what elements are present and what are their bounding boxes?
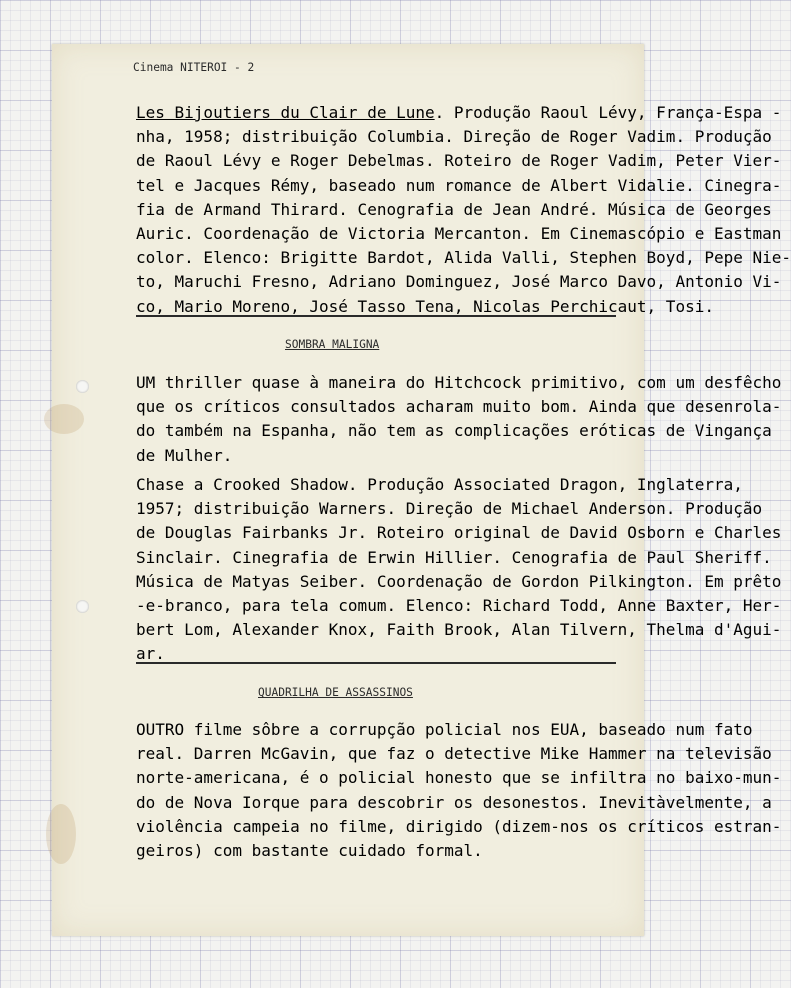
divider-rule xyxy=(136,315,616,317)
text-run: do também na Espanha, não tem as complicações eróticas de Vingança xyxy=(136,421,772,441)
text-line xyxy=(136,373,781,392)
text-line xyxy=(136,793,772,812)
text-run: bert Lom, Alexander Knox, Faith Brook, Alan Tilvern, Thelma d'Agui- xyxy=(136,620,782,640)
text-line xyxy=(136,596,781,615)
text-line xyxy=(136,176,781,195)
paper-stain xyxy=(44,404,84,434)
text-line xyxy=(136,548,772,567)
text-run: ar. xyxy=(136,644,165,664)
text-line xyxy=(136,248,791,267)
text-run: 1957; distribuição Warners. Direção de Michael Anderson. Produção xyxy=(136,499,763,519)
text-line xyxy=(136,297,714,316)
text-line xyxy=(136,421,772,440)
text-run: . Produção Raoul Lévy, França-Espa - xyxy=(434,103,782,122)
text-line xyxy=(136,744,772,763)
text-line xyxy=(136,151,781,170)
text-run: que os críticos consultados acharam muito bom. Ainda que desenrola- xyxy=(136,397,782,417)
section-title: SOMBRA MALIGNA xyxy=(285,338,380,351)
page-header: Cinema NITEROI - 2 xyxy=(133,61,255,74)
text-line xyxy=(136,127,772,146)
text-run: Auric. Coordenação de Victoria Mercanton. Em Cinemascópio e Eastman xyxy=(136,224,782,243)
text-line xyxy=(136,817,781,836)
text-run: -e-branco, para tela comum. Elenco: Richard Todd, Anne Baxter, Her- xyxy=(136,596,782,615)
text-run: nha, 1958; distribuição Columbia. Direção de Roger Vadim. Produção xyxy=(136,127,772,147)
text-line xyxy=(136,475,743,494)
text-run: violência campeia no filme, dirigido (dizem-nos os críticos estran- xyxy=(136,816,782,836)
text-line xyxy=(136,644,165,663)
punch-hole xyxy=(76,600,89,613)
text-run: fia de Armand Thirard. Cenografia de Jean André. Música de Georges xyxy=(136,199,772,219)
text-run: do de Nova Iorque para descobrir os desonestos. Inevitàvelmente, a xyxy=(136,792,772,812)
text-run: UM thriller quase à maneira do Hitchcock primitivo, com um desfêcho xyxy=(136,373,782,392)
text-run: co, Mario Moreno, José Tasso Tena, Nicolas Perchicaut, Tosi. xyxy=(136,296,714,316)
text-run: tel e Jacques Rémy, baseado num romance de Albert Vidalie. Cinegra- xyxy=(136,175,782,195)
text-run: to, Maruchi Fresno, Adriano Dominguez, José Marco Davo, Antonio Vi- xyxy=(136,272,782,292)
text-line xyxy=(136,224,781,243)
text-run: color. Elenco: Brigitte Bardot, Alida Valli, Stephen Boyd, Pepe Nie- xyxy=(136,248,791,268)
text-run: Música de Matyas Seiber. Coordenação de Gordon Pilkington. Em prêto xyxy=(136,571,782,591)
text-run: de Mulher. xyxy=(136,445,233,465)
text-line xyxy=(136,523,781,542)
section-title: QUADRILHA DE ASSASSINOS xyxy=(258,686,413,699)
text-run: Les Bijoutiers du Clair de Lune xyxy=(136,103,435,122)
text-run: de Raoul Lévy e Roger Debelmas. Roteiro de Roger Vadim, Peter Vier- xyxy=(136,151,782,171)
paper-stain xyxy=(46,804,76,864)
text-run: OUTRO filme sôbre a corrupção policial nos EUA, baseado num fato xyxy=(136,720,753,739)
text-line xyxy=(136,272,781,291)
punch-hole xyxy=(76,380,89,393)
text-line xyxy=(136,720,753,739)
text-run: geiros) com bastante cuidado formal. xyxy=(136,841,483,860)
text-line xyxy=(136,768,781,787)
text-line xyxy=(136,841,483,860)
text-line xyxy=(136,572,781,591)
text-line xyxy=(136,103,781,122)
text-run: de Douglas Fairbanks Jr. Roteiro original de David Osborn e Charles xyxy=(136,523,782,543)
divider-rule xyxy=(136,662,616,664)
text-run: Sinclair. Cinegrafia de Erwin Hillier. Cenografia de Paul Sheriff. xyxy=(136,547,772,567)
text-line xyxy=(136,499,762,518)
text-run: norte-americana, é o policial honesto que se infiltra no baixo-mun- xyxy=(136,768,782,788)
text-run: Chase a Crooked Shadow. Produção Associated Dragon, Inglaterra, xyxy=(136,475,743,494)
text-line xyxy=(136,397,781,416)
text-line xyxy=(136,620,781,639)
text-line xyxy=(136,200,772,219)
text-line xyxy=(136,446,232,465)
text-run: real. Darren McGavin, que faz o detective Mike Hammer na televisão xyxy=(136,744,772,764)
